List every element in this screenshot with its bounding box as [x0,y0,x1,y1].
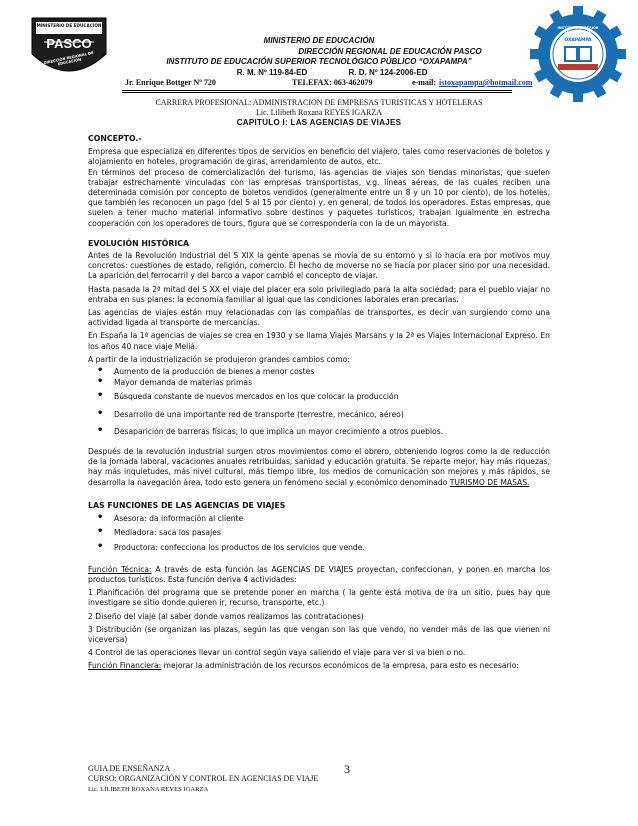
telefax: TELEFAX: 063-462079 [292,78,373,87]
regional-direction: DIRECCIÓN REGIONAL DE EDUCACIÓN PASCO [298,47,482,56]
header-divider [122,90,512,93]
funciones-list [88,514,550,553]
email-link[interactable]: istoxapampa@hotmail.com [439,78,533,87]
chapter-title: CAPITULO I: LAS AGENCIAS DE VIAJES [236,118,402,127]
list-item: • Búsqueda constante de nuevos mercados en los que colocar la producción [88,392,550,402]
pasco-education-logo [28,14,110,82]
logo-pasco-text: PASCO [46,36,92,51]
funcion-tecnica-text: A través de esta función las AGENCIAS DE VIAJES proyectan, confeccionan, y ponen en marcha los productos turísticos. Esta función deriva 4 actividades: [88,564,550,584]
concepto-heading: CONCEPTO.- [88,134,142,143]
list-item: • Mayor demanda de materias primas [88,378,550,388]
masas-text: Después de la revolución industrial surgen otros movimientos como el obrero, obteniendo logros como la de reducción de la jornada laboral, vacaciones anuales retribuidas, sanidad y educación gratuita. Se reparte mejor, hay más riquezas, hay más inquietudes, más nivel cultural, más tiempo libre, los medios de comunicación son mejores y más rápidos, se desarrolla la navegación área, todo esto genera un fenómeno social y económico denominado [88,447,550,487]
list-item: • Desaparición de barreras físicas, lo que implica un mayor crecimiento a otros pueblos. [88,427,550,437]
oxapampa-institute-logo [528,4,628,104]
funcion-tecnica [88,565,550,585]
evolucion-paragraph: Las agencias de viajes están muy relacionadas con las compañías de transportes, es decir van surgiendo como una actividad ligada al transporte de mercancías. [88,308,550,328]
actividad-item: 3 Distribución (se organizan las plazas, según las que vengan son las que vendo, no vender más de las que vienen ni viceversa) [88,624,550,644]
carrera-line: CARRERA PROFESIONAL: ADMINISTRACION DE EMPRESAS TURISTICAS Y HOTELERAS [155,98,483,107]
email-label: e-mail: [412,78,436,87]
concepto-paragraph: Empresa que especializa en diferentes tipos de servicios en beneficio del viajero, tales como reservaciones de boletos y alojamiento en hoteles, programación de giras, arrendamiento de autos, etc. [88,147,550,167]
cambios-list [88,367,550,437]
logo-top-text: MINISTERIO DE EDUCACIÓN [36,23,102,28]
list-item: • Mediadora: saca los pasajes [88,528,550,538]
funcion-financiera [88,661,550,671]
funcion-financiera-text: mejorar la administración de los recursos económicos de la empresa, para esto es necesario: [163,661,519,671]
evolucion-paragraph: A partir de la industrialización se produjeron grandes cambios como: [88,354,350,364]
concepto-paragraph: En términos del proceso de comercialización del turismo, las agencias de viajes son tiendas minoristas, que suelen trabajar estrechamente vinculadas con las empresas transportistas, v.g. líneas aéreas, de las cuales reciben una determinada comisión por concepto de boletos vendidos (generalmente entre un 8 y un 10 por ciento), de los hoteles, que también les reconocen un pago (del 5 al 15 por ciento) y, en general, de todos los operadores. Estas empresas, que suelen a tener mucho material informativo sobre destinos y paquetes turísticos, trabajan igualmente en estrecha cooperación con los operadores de tours, figura que se correspondería con la de un mayorista. [88,167,550,228]
logo-arc-text: DIRECCIÓN REGIONAL DE EDUCACIÓN [43,50,94,67]
address: Jr. Enrique Bottger Nº 720 [125,78,216,87]
document-body [88,134,550,675]
rd-number: R. D. Nº 124-2006-ED [348,68,428,77]
actividad-item: 4 Control de las operaciones llevar un control según vaya saliendo el viaje para ver si va bien o no. [88,648,466,658]
funcion-tecnica-label: Función Técnica: [88,564,152,574]
evolucion-heading: EVOLUCIÓN HISTÓRICA [88,238,190,248]
page-number: 3 [344,762,350,776]
evolucion-paragraph: Hasta pasada la 2ª mitad del S XX el viaje del placer era solo privilegiado para la alta sociedad; para el pueblo viajar no entraba en sus planes: la economía familiar al igual que las condiciones laborales eran precarias. [88,284,550,304]
footer-course: CURSO: ORGANIZACIÓN Y CONTROL EN AGENCIAS DE VIAJE [88,774,319,783]
evolucion-paragraph: En España la 1ª agencias de viajes se crea en 1930 y se llama Viajes Marsans y la 2ª es Viajes Internacional Expreso. En los años 40 nace viaje Meliá. [88,331,550,351]
docente-line: Lic. Lilibeth Roxana REYES IGARZA [256,108,382,117]
list-item: • Asesora: da información al cliente [88,514,550,524]
footer-author: Lic. LILIBETH ROXANA REYES IGARZA [88,786,209,793]
logo-ring-text: INSTITUTO SUPERIOR TECNOLÓGICO [557,26,599,34]
rm-number: R. M. Nº 119-84-ED [236,68,308,77]
actividad-item: 2 Diseño del viaje (al saber donde vamos realizamos las contrataciones) [88,611,364,621]
funciones-heading: LAS FUNCIONES DE LAS AGENCIAS DE VIAJES [88,500,286,510]
institute-name: INSTITUTO DE EDUCACIÓN SUPERIOR TECNOLÓGICO PÚBLICO “OXAPAMPA” [166,57,472,66]
actividad-item: 1 Planificación del programa que se pretende poner en marcha ( la gente está motiva de ira un sitio, pues hay que investigare se sitio donde quieren ir, recurso, transporte, etc.) [88,588,550,608]
list-item: • Productora: confecciona los productos de los servicios que vende. [88,543,550,553]
turismo-de-masas: TURISMO DE MASAS. [449,477,530,487]
logo-oxapampa-text: OXAPAMPA [564,38,592,43]
ministry-title: MINISTERIO DE EDUCACIÓN [263,36,375,45]
list-item: • Aumento de la producción de bienes a menor costes [88,367,550,377]
footer-guide: GUIA DE ENSEÑANZA [88,764,171,773]
evolucion-paragraph [88,447,550,488]
evolucion-paragraph: Antes de la Revolución Industrial del S XIX la gente apenas se movía de su entorno y si lo hacía era por motivos muy concretos: cuestiones de estado, religión, comercio. Él hecho de moverse no se hacía por placer sino por una necesidad. La aparición del ferrocarril y del barco a vapor cambió el concepto de viajar. [88,251,550,281]
funcion-financiera-label: Función Financiera: [88,661,162,671]
list-item: • Desarrollo de una importante red de transporte (terrestre, mecánico, aéreo) [88,410,550,420]
